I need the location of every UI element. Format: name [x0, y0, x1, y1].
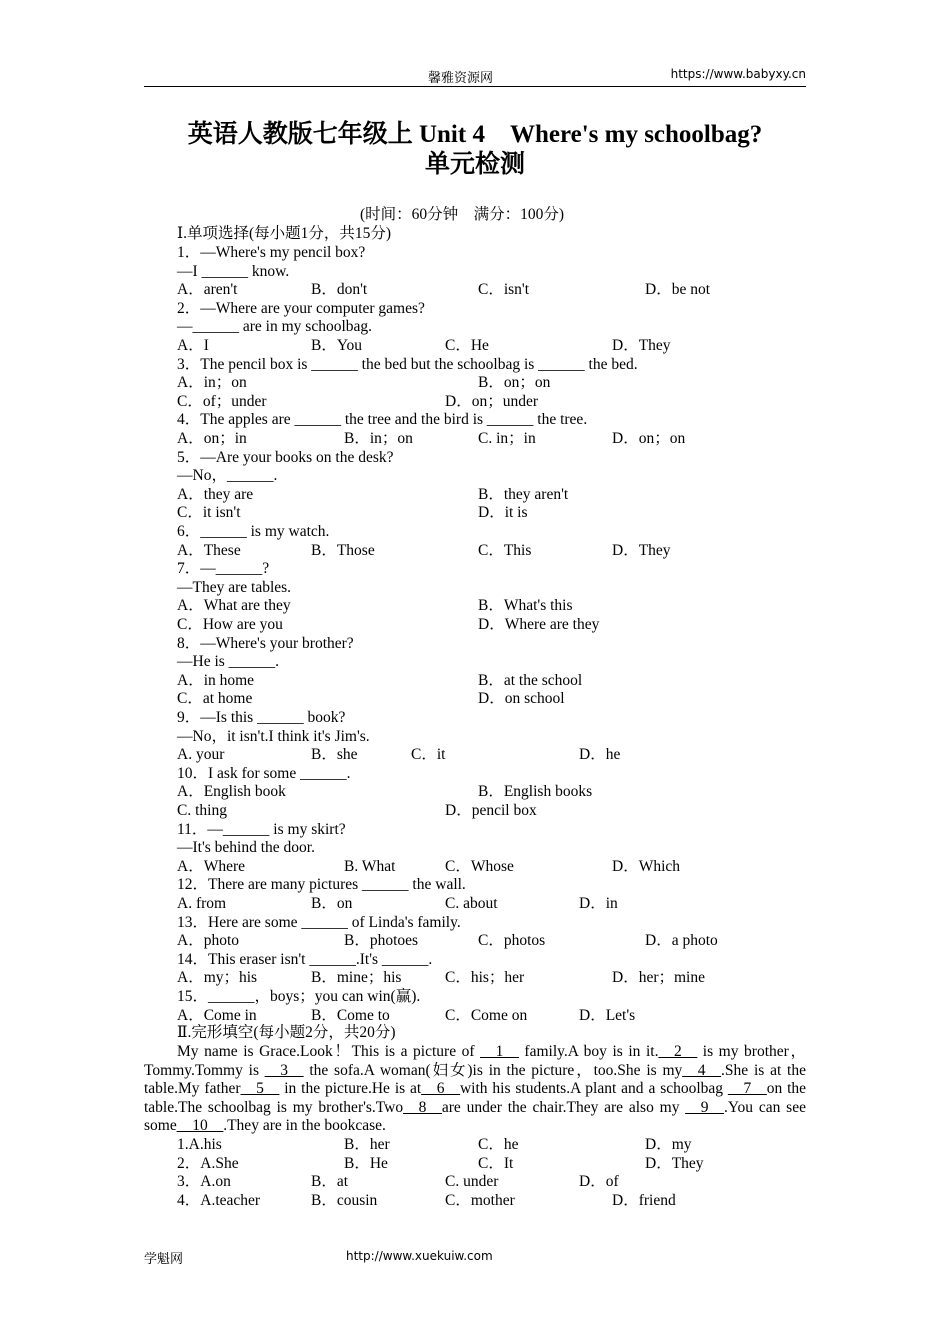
- option-item: A．I: [177, 337, 209, 354]
- blank-10: __10__: [176, 1117, 224, 1135]
- option-item: A．they are: [177, 485, 254, 503]
- question-line: 3．The pencil box is ______ the bed but the schoolbag is ______ the bed.: [177, 355, 638, 373]
- option-item: B．don't: [311, 281, 368, 299]
- option-item: A．Come in: [177, 1006, 257, 1024]
- option-item: D．her；mine: [612, 969, 705, 987]
- option-item: D．pencil box: [445, 802, 537, 819]
- blank-3: __3__: [264, 1061, 304, 1079]
- option-item: D．be not: [645, 281, 711, 299]
- question-line: 5．—Are your books on the desk?: [177, 448, 394, 466]
- question-line: —It's behind the door.: [177, 839, 315, 857]
- option-item: C．it isn't: [177, 504, 241, 522]
- passage-text: the sofa.A woman(妇女)is in the picture，too.She is my: [303, 1061, 683, 1079]
- option-item: C．mother: [445, 1191, 515, 1209]
- header-url[interactable]: https://www.babyxy.cn: [670, 67, 806, 81]
- option-item: D．on；under: [445, 392, 538, 410]
- option-item: A．These: [177, 541, 241, 559]
- option-item: B．Those: [311, 541, 375, 559]
- option-item: D．friend: [612, 1191, 676, 1209]
- question-line: —______ are in my schoolbag.: [177, 318, 373, 336]
- option-item: B．at the school: [478, 671, 583, 689]
- option-item: C．How are you: [177, 616, 283, 633]
- blank-1: __1__: [480, 1043, 519, 1060]
- passage-text: .She is at the table.My father: [144, 1061, 806, 1098]
- option-item: D．They: [612, 337, 671, 354]
- option-item: B．He: [344, 1154, 388, 1172]
- question-line: —I ______ know.: [177, 262, 290, 280]
- option-item: B．English books: [478, 783, 593, 801]
- question-line: —They are tables.: [177, 578, 292, 596]
- option-item: C．Whose: [445, 857, 514, 875]
- question-line: 8．—Where's your brother?: [177, 634, 354, 652]
- question-line: 14．This eraser isn't ______.It's ______.: [177, 950, 433, 968]
- question-line: 6．______ is my watch.: [177, 523, 330, 540]
- option-item: D．Let's: [579, 1006, 636, 1024]
- option-item: A．photo: [177, 932, 240, 950]
- passage-text: in the picture.He is at: [279, 1080, 422, 1098]
- passage-text: are under the chair.They are also my: [441, 1098, 686, 1116]
- option-item: C．Come on: [445, 1006, 528, 1024]
- option-item: B．Come to: [311, 1006, 390, 1024]
- option-item: B．What's this: [478, 597, 573, 615]
- passage-text: with his students.A plant and a schoolbag: [459, 1080, 728, 1098]
- option-item: C．his；her: [445, 969, 525, 987]
- question-line: 13．Here are some ______ of Linda's family.: [177, 913, 461, 931]
- option-item: C. under: [445, 1173, 499, 1191]
- option-item: C．This: [478, 541, 532, 559]
- option-item: B．cousin: [311, 1191, 378, 1209]
- option-item: 1.A.his: [177, 1136, 222, 1153]
- page-title: [0, 120, 950, 180]
- option-item: 3．A.on: [177, 1173, 231, 1191]
- option-item: A．in home: [177, 671, 255, 689]
- option-item: D．he: [579, 746, 621, 764]
- question-line: 11．—______ is my skirt?: [177, 820, 346, 838]
- header-site-name: 馨雅资源网: [428, 70, 494, 85]
- page-header: [144, 66, 806, 87]
- option-item: B．they aren't: [478, 485, 569, 503]
- question-line: —No，______.: [177, 467, 278, 485]
- option-item: C．It: [478, 1154, 514, 1172]
- option-item: B．mine；his: [311, 969, 402, 987]
- option-item: D．it is: [478, 504, 528, 522]
- option-item: C．he: [478, 1136, 519, 1153]
- option-item: 2．A.She: [177, 1154, 239, 1172]
- blank-8: __8__: [403, 1098, 442, 1116]
- option-item: D．in: [579, 895, 618, 912]
- title-line-1: 英语人教版七年级上 Unit 4 Where's my schoolbag?: [187, 121, 763, 148]
- option-item: C．isn't: [478, 281, 530, 299]
- option-item: D．on school: [478, 690, 565, 708]
- option-item: C．it: [411, 746, 446, 764]
- option-item: C. in；in: [478, 430, 536, 447]
- section-2-heading: Ⅱ.完形填空(每小题2分，共20分): [177, 1024, 396, 1041]
- question-line: 15．______，boys；you can win(赢).: [177, 988, 421, 1005]
- question-line: 12．There are many pictures ______ the wall.: [177, 876, 466, 894]
- question-line: —He is ______.: [177, 653, 280, 671]
- blank-6: __6__: [421, 1080, 460, 1098]
- blank-5: __5__: [240, 1080, 280, 1098]
- option-item: A．English book: [177, 783, 286, 801]
- option-item: D．Where are they: [478, 616, 600, 633]
- option-item: B．her: [344, 1136, 390, 1153]
- option-item: C. thing: [177, 802, 227, 819]
- section-1-heading: Ⅰ.单项选择(每小题1分，共15分): [177, 225, 392, 242]
- option-item: A．Where: [177, 857, 245, 875]
- question-line: 1．—Where's my pencil box?: [177, 244, 366, 261]
- option-item: B．at: [311, 1173, 349, 1191]
- blank-9: __9__: [685, 1098, 725, 1116]
- option-item: C．of；under: [177, 392, 267, 410]
- passage-text: .You can see some: [144, 1098, 806, 1135]
- option-item: B．photoes: [344, 932, 419, 950]
- option-item: B．on；on: [478, 374, 551, 392]
- option-item: B．she: [311, 746, 358, 764]
- option-item: D．Which: [612, 857, 681, 875]
- blank-2: __2__: [658, 1043, 698, 1060]
- footer-url[interactable]: http://www.xuekuiw.com: [346, 1249, 493, 1263]
- question-line: 9．—Is this ______ book?: [177, 709, 346, 726]
- passage-text: .They are in the bookcase.: [223, 1117, 386, 1135]
- question-line: 4．The apples are ______ the tree and the bird is ______ the tree.: [177, 411, 588, 429]
- option-item: C．photos: [478, 932, 546, 950]
- option-item: C．at home: [177, 690, 253, 708]
- option-item: D．a photo: [645, 932, 718, 950]
- passage-text: My name is Grace.Look！This is a picture of: [177, 1043, 481, 1060]
- option-item: A．my；his: [177, 969, 258, 987]
- option-item: A．in；on: [177, 374, 247, 392]
- option-item: D．They: [612, 541, 671, 559]
- option-item: A. your: [177, 746, 225, 764]
- option-item: C．He: [445, 337, 489, 354]
- option-item: 4．A.teacher: [177, 1191, 261, 1209]
- blank-7: __7__: [727, 1080, 767, 1098]
- footer-site-name: 学魁网: [144, 1251, 184, 1266]
- option-item: D．They: [645, 1154, 704, 1172]
- cloze-passage: [144, 1043, 806, 1136]
- option-item: B．on: [311, 895, 353, 912]
- blank-4: __4__: [682, 1061, 722, 1079]
- option-item: A．aren't: [177, 281, 238, 299]
- option-item: D．of: [579, 1173, 619, 1191]
- passage-text: is my brother，Tommy.Tommy is: [144, 1043, 806, 1079]
- question-line: —No，it isn't.I think it's Jim's.: [177, 727, 370, 745]
- title-line-2: 单元检测: [424, 151, 525, 178]
- option-item: D．my: [645, 1136, 692, 1153]
- option-item: D．on；on: [612, 430, 686, 447]
- option-item: A．What are they: [177, 597, 291, 615]
- option-item: B. What: [344, 857, 396, 875]
- question-line: 7．—______?: [177, 560, 270, 578]
- option-item: B．in；on: [344, 430, 413, 447]
- question-line: 10．I ask for some ______.: [177, 764, 351, 782]
- option-item: B．You: [311, 337, 362, 354]
- option-item: A. from: [177, 895, 227, 912]
- option-item: A．on；in: [177, 430, 247, 447]
- exam-meta: (时间：60分钟 满分：100分): [360, 206, 565, 223]
- option-item: C. about: [445, 895, 498, 912]
- passage-text: family.A boy is in it.: [518, 1043, 659, 1060]
- passage-text: on the table.The schoolbag is my brother's.Two: [144, 1080, 807, 1116]
- question-line: 2．—Where are your computer games?: [177, 299, 425, 317]
